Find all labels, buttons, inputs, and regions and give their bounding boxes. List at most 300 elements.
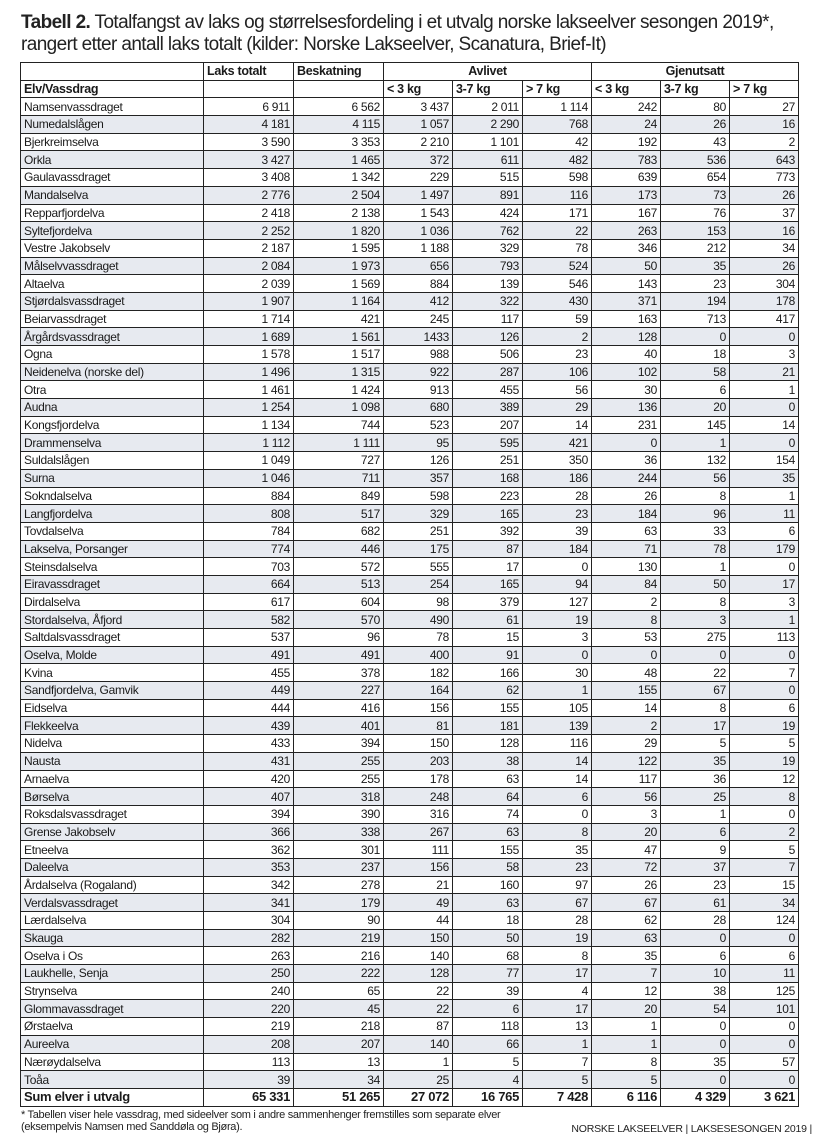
cell-avlivet-3to7: 392 (453, 522, 523, 540)
cell-laks-totalt: 208 (204, 1035, 294, 1053)
cell-gjenutsatt-3to7: 0 (661, 1018, 730, 1036)
cell-gjenutsatt-3to7: 35 (661, 1053, 730, 1071)
cell-laks-totalt: 1 689 (204, 328, 294, 346)
cell-gjenutsatt-3to7: 1 (661, 558, 730, 576)
cell-gjenutsatt-lt3: 102 (592, 363, 661, 381)
table-row (21, 982, 799, 1000)
cell-gjenutsatt-3to7: 58 (661, 363, 730, 381)
cell-laks-totalt: 2 418 (204, 204, 294, 222)
cell-avlivet-gt7: 8 (523, 947, 592, 965)
cell-beskatning: 338 (294, 823, 384, 841)
table-caption (21, 12, 811, 56)
cell-gjenutsatt-3to7: 20 (661, 399, 730, 417)
cell-river-name: Langfjordelva (21, 505, 204, 523)
cell-gjenutsatt-3to7: 35 (661, 752, 730, 770)
cell-gjenutsatt-3to7: 54 (661, 1000, 730, 1018)
cell-gjenutsatt-3to7: 23 (661, 876, 730, 894)
cell-gjenutsatt-gt7: 19 (730, 752, 799, 770)
cell-avlivet-3to7: 91 (453, 646, 523, 664)
cell-gjenutsatt-lt3: 8 (592, 611, 661, 629)
cell-avlivet-3to7: 139 (453, 275, 523, 293)
cell-river-name: Neidenelva (norske del) (21, 363, 204, 381)
cell-avlivet-3to7: 1 101 (453, 133, 523, 151)
cell-river-name: Eiravassdraget (21, 575, 204, 593)
cell-avlivet-gt7: 19 (523, 929, 592, 947)
cell-river-name: Drammenselva (21, 434, 204, 452)
cell-gjenutsatt-lt3: 67 (592, 894, 661, 912)
cell-laks-totalt: 341 (204, 894, 294, 912)
table-row (21, 876, 799, 894)
table-row (21, 469, 799, 487)
cell-laks-totalt: 1 049 (204, 452, 294, 470)
cell-gjenutsatt-lt3: 5 (592, 1071, 661, 1089)
cell-gjenutsatt-gt7: 14 (730, 416, 799, 434)
cell-laks-totalt: 1 496 (204, 363, 294, 381)
cell-gjenutsatt-lt3: 26 (592, 876, 661, 894)
cell-avlivet-3to7: 181 (453, 717, 523, 735)
cell-river-name: Børselva (21, 788, 204, 806)
cell-gjenutsatt-3to7: 33 (661, 522, 730, 540)
cell-avlivet-gt7: 56 (523, 381, 592, 399)
cell-gjenutsatt-lt3: 783 (592, 151, 661, 169)
cell-gjenutsatt-gt7: 178 (730, 292, 799, 310)
header-avlivet-gt7: > 7 kg (523, 80, 592, 98)
sum-avlivet-3to7: 16 765 (453, 1088, 523, 1106)
cell-avlivet-lt3: 267 (384, 823, 453, 841)
cell-gjenutsatt-3to7: 67 (661, 682, 730, 700)
cell-avlivet-3to7: 379 (453, 593, 523, 611)
cell-avlivet-lt3: 372 (384, 151, 453, 169)
cell-river-name: Repparfjordelva (21, 204, 204, 222)
cell-gjenutsatt-3to7: 0 (661, 1035, 730, 1053)
cell-gjenutsatt-gt7: 12 (730, 770, 799, 788)
cell-gjenutsatt-3to7: 17 (661, 717, 730, 735)
cell-avlivet-gt7: 546 (523, 275, 592, 293)
table-row (21, 522, 799, 540)
table-row (21, 929, 799, 947)
cell-avlivet-3to7: 168 (453, 469, 523, 487)
cell-avlivet-lt3: 140 (384, 947, 453, 965)
cell-gjenutsatt-gt7: 8 (730, 788, 799, 806)
cell-beskatning: 390 (294, 805, 384, 823)
cell-gjenutsatt-lt3: 63 (592, 929, 661, 947)
cell-gjenutsatt-gt7: 0 (730, 1071, 799, 1089)
cell-beskatning: 1 973 (294, 257, 384, 275)
cell-gjenutsatt-lt3: 130 (592, 558, 661, 576)
cell-laks-totalt: 455 (204, 664, 294, 682)
cell-avlivet-lt3: 81 (384, 717, 453, 735)
cell-avlivet-3to7: 155 (453, 841, 523, 859)
cell-gjenutsatt-lt3: 20 (592, 1000, 661, 1018)
header-gjenutsatt-gt7: > 7 kg (730, 80, 799, 98)
cell-laks-totalt: 1 461 (204, 381, 294, 399)
cell-beskatning: 849 (294, 487, 384, 505)
cell-gjenutsatt-lt3: 122 (592, 752, 661, 770)
cell-gjenutsatt-lt3: 12 (592, 982, 661, 1000)
cell-avlivet-gt7: 17 (523, 1000, 592, 1018)
cell-gjenutsatt-lt3: 1 (592, 1035, 661, 1053)
cell-avlivet-3to7: 160 (453, 876, 523, 894)
cell-gjenutsatt-gt7: 1 (730, 487, 799, 505)
cell-gjenutsatt-3to7: 61 (661, 894, 730, 912)
header-laks-totalt: Laks totalt (204, 63, 294, 81)
cell-beskatning: 513 (294, 575, 384, 593)
cell-beskatning: 255 (294, 770, 384, 788)
cell-avlivet-lt3: 245 (384, 310, 453, 328)
cell-laks-totalt: 39 (204, 1071, 294, 1089)
cell-gjenutsatt-gt7: 0 (730, 558, 799, 576)
cell-gjenutsatt-lt3: 8 (592, 1053, 661, 1071)
cell-gjenutsatt-3to7: 78 (661, 540, 730, 558)
cell-gjenutsatt-gt7: 6 (730, 947, 799, 965)
cell-avlivet-3to7: 17 (453, 558, 523, 576)
table-row (21, 98, 799, 116)
cell-gjenutsatt-3to7: 8 (661, 593, 730, 611)
cell-laks-totalt: 362 (204, 841, 294, 859)
cell-laks-totalt: 439 (204, 717, 294, 735)
cell-avlivet-gt7: 30 (523, 664, 592, 682)
cell-avlivet-lt3: 913 (384, 381, 453, 399)
sum-avlivet-lt3: 27 072 (384, 1088, 453, 1106)
cell-gjenutsatt-lt3: 1 (592, 1018, 661, 1036)
cell-laks-totalt: 444 (204, 699, 294, 717)
cell-avlivet-3to7: 18 (453, 912, 523, 930)
cell-beskatning: 3 353 (294, 133, 384, 151)
cell-gjenutsatt-gt7: 19 (730, 717, 799, 735)
cell-avlivet-lt3: 178 (384, 770, 453, 788)
cell-gjenutsatt-lt3: 35 (592, 947, 661, 965)
cell-avlivet-3to7: 118 (453, 1018, 523, 1036)
cell-avlivet-3to7: 5 (453, 1053, 523, 1071)
cell-avlivet-3to7: 389 (453, 399, 523, 417)
cell-laks-totalt: 4 181 (204, 116, 294, 134)
cell-gjenutsatt-gt7: 6 (730, 699, 799, 717)
cell-laks-totalt: 353 (204, 858, 294, 876)
cell-beskatning: 572 (294, 558, 384, 576)
table-row (21, 310, 799, 328)
table-row (21, 699, 799, 717)
cell-gjenutsatt-3to7: 28 (661, 912, 730, 930)
cell-avlivet-gt7: 17 (523, 965, 592, 983)
cell-laks-totalt: 342 (204, 876, 294, 894)
cell-avlivet-3to7: 891 (453, 186, 523, 204)
cell-river-name: Mandalselva (21, 186, 204, 204)
cell-avlivet-gt7: 1 (523, 682, 592, 700)
cell-beskatning: 1 098 (294, 399, 384, 417)
table-row (21, 133, 799, 151)
cell-avlivet-3to7: 595 (453, 434, 523, 452)
cell-river-name: Orkla (21, 151, 204, 169)
cell-avlivet-3to7: 165 (453, 505, 523, 523)
cell-gjenutsatt-gt7: 101 (730, 1000, 799, 1018)
cell-laks-totalt: 1 578 (204, 346, 294, 364)
cell-gjenutsatt-3to7: 38 (661, 982, 730, 1000)
cell-gjenutsatt-gt7: 1 (730, 611, 799, 629)
cell-beskatning: 65 (294, 982, 384, 1000)
cell-gjenutsatt-lt3: 50 (592, 257, 661, 275)
cell-avlivet-3to7: 251 (453, 452, 523, 470)
cell-gjenutsatt-3to7: 3 (661, 611, 730, 629)
header-empty (21, 63, 204, 81)
cell-gjenutsatt-lt3: 167 (592, 204, 661, 222)
cell-avlivet-3to7: 165 (453, 575, 523, 593)
cell-avlivet-gt7: 1 (523, 1035, 592, 1053)
cell-laks-totalt: 808 (204, 505, 294, 523)
cell-avlivet-lt3: 555 (384, 558, 453, 576)
cell-laks-totalt: 664 (204, 575, 294, 593)
cell-avlivet-gt7: 184 (523, 540, 592, 558)
cell-avlivet-gt7: 7 (523, 1053, 592, 1071)
cell-avlivet-gt7: 94 (523, 575, 592, 593)
cell-laks-totalt: 537 (204, 629, 294, 647)
cell-river-name: Målselvvassdraget (21, 257, 204, 275)
cell-avlivet-gt7: 78 (523, 239, 592, 257)
cell-river-name: Oselva i Os (21, 947, 204, 965)
cell-avlivet-lt3: 656 (384, 257, 453, 275)
header-elv-vassdrag: Elv/Vassdrag (21, 80, 204, 98)
cell-avlivet-3to7: 68 (453, 947, 523, 965)
cell-gjenutsatt-gt7: 304 (730, 275, 799, 293)
cell-avlivet-gt7: 768 (523, 116, 592, 134)
cell-laks-totalt: 1 254 (204, 399, 294, 417)
sum-gjenutsatt-gt7: 3 621 (730, 1088, 799, 1106)
table-row (21, 805, 799, 823)
cell-gjenutsatt-lt3: 2 (592, 593, 661, 611)
cell-river-name: Beiarvassdraget (21, 310, 204, 328)
cell-river-name: Lærdalselva (21, 912, 204, 930)
cell-avlivet-3to7: 87 (453, 540, 523, 558)
cell-river-name: Kvina (21, 664, 204, 682)
table-row (21, 222, 799, 240)
cell-avlivet-lt3: 128 (384, 965, 453, 983)
cell-avlivet-lt3: 140 (384, 1035, 453, 1053)
cell-avlivet-lt3: 98 (384, 593, 453, 611)
cell-avlivet-gt7: 13 (523, 1018, 592, 1036)
cell-laks-totalt: 1 046 (204, 469, 294, 487)
cell-avlivet-3to7: 207 (453, 416, 523, 434)
cell-avlivet-lt3: 680 (384, 399, 453, 417)
cell-avlivet-lt3: 156 (384, 699, 453, 717)
cell-river-name: Ørstaelva (21, 1018, 204, 1036)
table-row (21, 770, 799, 788)
cell-avlivet-3to7: 50 (453, 929, 523, 947)
cell-avlivet-lt3: 111 (384, 841, 453, 859)
cell-avlivet-lt3: 95 (384, 434, 453, 452)
cell-beskatning: 604 (294, 593, 384, 611)
cell-river-name: Årdalselva (Rogaland) (21, 876, 204, 894)
cell-beskatning: 1 465 (294, 151, 384, 169)
table-row (21, 682, 799, 700)
cell-gjenutsatt-lt3: 173 (592, 186, 661, 204)
cell-avlivet-lt3: 22 (384, 982, 453, 1000)
cell-gjenutsatt-3to7: 1 (661, 805, 730, 823)
cell-river-name: Glommavassdraget (21, 1000, 204, 1018)
cell-laks-totalt: 582 (204, 611, 294, 629)
cell-beskatning: 4 115 (294, 116, 384, 134)
cell-laks-totalt: 3 408 (204, 169, 294, 187)
cell-avlivet-3to7: 58 (453, 858, 523, 876)
cell-gjenutsatt-gt7: 3 (730, 593, 799, 611)
cell-gjenutsatt-lt3: 48 (592, 664, 661, 682)
cell-avlivet-gt7: 106 (523, 363, 592, 381)
cell-gjenutsatt-lt3: 7 (592, 965, 661, 983)
cell-laks-totalt: 1 714 (204, 310, 294, 328)
cell-avlivet-3to7: 455 (453, 381, 523, 399)
cell-beskatning: 13 (294, 1053, 384, 1071)
cell-beskatning: 744 (294, 416, 384, 434)
table-caption-text: Totalfangst av laks og størrelsesfordeling i et utvalg norske lakseelver sesongen 2019*, rangert etter antall laks totalt (kilder: Norske Lakseelver, Scanatura, Brief-It) (21, 12, 774, 55)
cell-avlivet-lt3: 3 437 (384, 98, 453, 116)
cell-avlivet-lt3: 1 036 (384, 222, 453, 240)
cell-laks-totalt: 3 590 (204, 133, 294, 151)
cell-gjenutsatt-gt7: 26 (730, 257, 799, 275)
cell-gjenutsatt-lt3: 14 (592, 699, 661, 717)
cell-avlivet-3to7: 38 (453, 752, 523, 770)
cell-gjenutsatt-lt3: 26 (592, 487, 661, 505)
cell-avlivet-3to7: 155 (453, 699, 523, 717)
cell-gjenutsatt-lt3: 136 (592, 399, 661, 417)
cell-laks-totalt: 2 252 (204, 222, 294, 240)
cell-gjenutsatt-gt7: 27 (730, 98, 799, 116)
cell-river-name: Syltefjordelva (21, 222, 204, 240)
table-row (21, 558, 799, 576)
cell-gjenutsatt-lt3: 30 (592, 381, 661, 399)
cell-laks-totalt: 304 (204, 912, 294, 930)
publication-footer: NORSKE LAKSEELVER | LAKSESESONGEN 2019 | (571, 1123, 812, 1135)
cell-river-name: Vestre Jakobselv (21, 239, 204, 257)
cell-gjenutsatt-3to7: 194 (661, 292, 730, 310)
cell-beskatning: 682 (294, 522, 384, 540)
cell-gjenutsatt-3to7: 8 (661, 487, 730, 505)
cell-gjenutsatt-3to7: 56 (661, 469, 730, 487)
cell-gjenutsatt-gt7: 11 (730, 965, 799, 983)
table-row (21, 965, 799, 983)
cell-beskatning: 1 517 (294, 346, 384, 364)
cell-gjenutsatt-gt7: 0 (730, 1018, 799, 1036)
cell-avlivet-3to7: 66 (453, 1035, 523, 1053)
cell-avlivet-3to7: 4 (453, 1071, 523, 1089)
table-row (21, 116, 799, 134)
table-row (21, 186, 799, 204)
cell-gjenutsatt-3to7: 0 (661, 646, 730, 664)
sub-header-row (21, 80, 799, 98)
table-row (21, 169, 799, 187)
cell-gjenutsatt-lt3: 20 (592, 823, 661, 841)
cell-avlivet-3to7: 64 (453, 788, 523, 806)
cell-gjenutsatt-gt7: 125 (730, 982, 799, 1000)
cell-avlivet-gt7: 2 (523, 328, 592, 346)
cell-gjenutsatt-lt3: 117 (592, 770, 661, 788)
cell-gjenutsatt-3to7: 145 (661, 416, 730, 434)
cell-gjenutsatt-gt7: 7 (730, 664, 799, 682)
cell-gjenutsatt-lt3: 155 (592, 682, 661, 700)
cell-beskatning: 517 (294, 505, 384, 523)
cell-avlivet-3to7: 77 (453, 965, 523, 983)
cell-avlivet-lt3: 598 (384, 487, 453, 505)
cell-river-name: Numedalslågen (21, 116, 204, 134)
cell-gjenutsatt-lt3: 3 (592, 805, 661, 823)
cell-avlivet-gt7: 116 (523, 735, 592, 753)
cell-avlivet-3to7: 39 (453, 982, 523, 1000)
cell-gjenutsatt-3to7: 43 (661, 133, 730, 151)
cell-avlivet-3to7: 762 (453, 222, 523, 240)
cell-river-name: Roksdalsvassdraget (21, 805, 204, 823)
cell-avlivet-gt7: 3 (523, 629, 592, 647)
cell-laks-totalt: 2 187 (204, 239, 294, 257)
cell-gjenutsatt-lt3: 53 (592, 629, 661, 647)
cell-laks-totalt: 2 084 (204, 257, 294, 275)
cell-gjenutsatt-lt3: 128 (592, 328, 661, 346)
table-body (21, 98, 799, 1106)
table-row (21, 894, 799, 912)
cell-avlivet-gt7: 14 (523, 770, 592, 788)
cell-avlivet-3to7: 793 (453, 257, 523, 275)
cell-gjenutsatt-lt3: 263 (592, 222, 661, 240)
cell-gjenutsatt-gt7: 17 (730, 575, 799, 593)
table-label: Tabell 2. (21, 12, 91, 33)
cell-avlivet-3to7: 117 (453, 310, 523, 328)
cell-river-name: Årgårdsvassdraget (21, 328, 204, 346)
cell-beskatning: 301 (294, 841, 384, 859)
cell-avlivet-gt7: 6 (523, 788, 592, 806)
cell-avlivet-gt7: 139 (523, 717, 592, 735)
cell-gjenutsatt-lt3: 56 (592, 788, 661, 806)
cell-river-name: Saltdalsvassdraget (21, 629, 204, 647)
cell-laks-totalt: 240 (204, 982, 294, 1000)
header-avlivet-3to7: 3-7 kg (453, 80, 523, 98)
footnote: * Tabellen viser hele vassdrag, med sideelver som i andre sammenhenger fremstilles som separate elver (eksempelvis Namsen med Sanddøla og Bjøra). (21, 1109, 501, 1133)
cell-beskatning: 378 (294, 664, 384, 682)
table-row (21, 947, 799, 965)
cell-gjenutsatt-gt7: 0 (730, 805, 799, 823)
table-row (21, 151, 799, 169)
cell-avlivet-gt7: 482 (523, 151, 592, 169)
cell-river-name: Altaelva (21, 275, 204, 293)
cell-avlivet-3to7: 322 (453, 292, 523, 310)
table-row (21, 841, 799, 859)
cell-river-name: Flekkeelva (21, 717, 204, 735)
cell-avlivet-gt7: 28 (523, 487, 592, 505)
table-row (21, 752, 799, 770)
cell-avlivet-3to7: 63 (453, 823, 523, 841)
cell-river-name: Verdalsvassdraget (21, 894, 204, 912)
header-gjenutsatt-lt3: < 3 kg (592, 80, 661, 98)
cell-gjenutsatt-3to7: 37 (661, 858, 730, 876)
cell-gjenutsatt-3to7: 5 (661, 735, 730, 753)
table-row (21, 912, 799, 930)
cell-avlivet-lt3: 251 (384, 522, 453, 540)
cell-laks-totalt: 366 (204, 823, 294, 841)
cell-gjenutsatt-3to7: 73 (661, 186, 730, 204)
cell-laks-totalt: 250 (204, 965, 294, 983)
cell-avlivet-3to7: 2 011 (453, 98, 523, 116)
table-row (21, 381, 799, 399)
cell-avlivet-lt3: 490 (384, 611, 453, 629)
cell-avlivet-lt3: 150 (384, 929, 453, 947)
cell-gjenutsatt-lt3: 36 (592, 452, 661, 470)
cell-avlivet-gt7: 5 (523, 1071, 592, 1089)
cell-avlivet-gt7: 0 (523, 646, 592, 664)
cell-beskatning: 1 424 (294, 381, 384, 399)
cell-avlivet-gt7: 23 (523, 505, 592, 523)
cell-avlivet-lt3: 22 (384, 1000, 453, 1018)
cell-gjenutsatt-lt3: 639 (592, 169, 661, 187)
catch-table (20, 62, 799, 1107)
cell-avlivet-lt3: 182 (384, 664, 453, 682)
cell-avlivet-gt7: 116 (523, 186, 592, 204)
cell-laks-totalt: 433 (204, 735, 294, 753)
cell-gjenutsatt-gt7: 16 (730, 116, 799, 134)
